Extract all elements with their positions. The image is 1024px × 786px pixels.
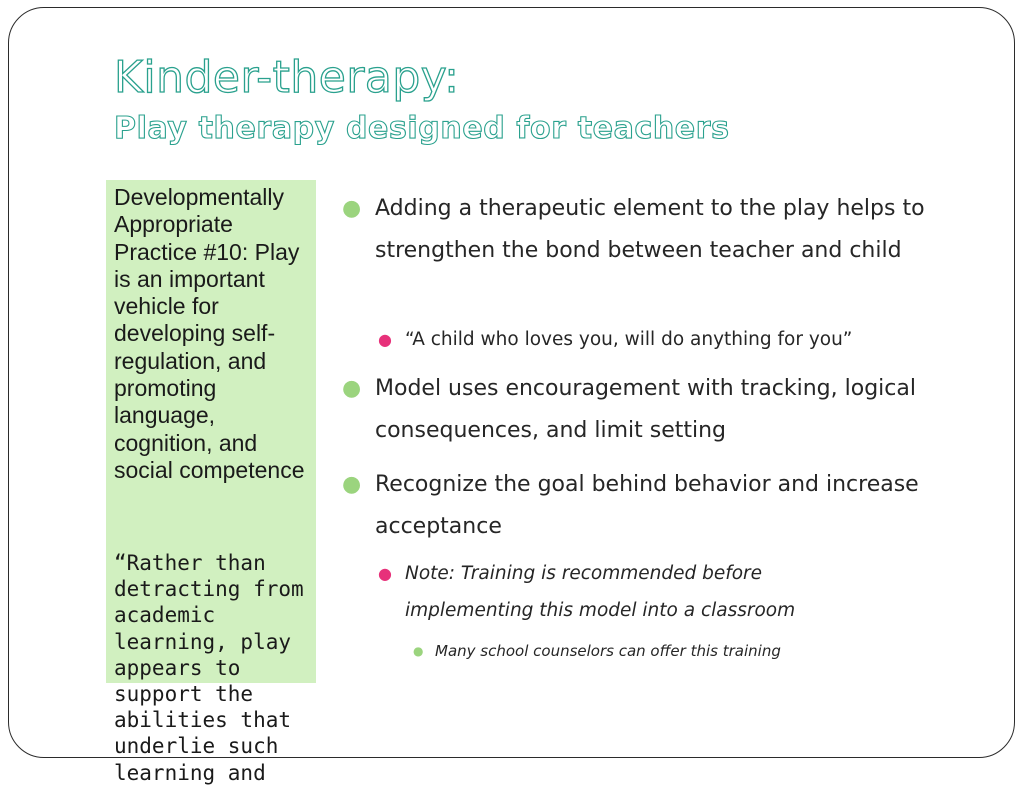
bullet-dot-icon: ● <box>378 330 392 349</box>
slide-subtitle: Play therapy designed for teachers <box>114 111 730 146</box>
bullet-text: Note: Training is recommended before implementing this model into a classroom <box>405 563 796 621</box>
bullet-text: “A child who loves you, will do anything for you” <box>405 329 853 350</box>
sidebar-quote: “Rather than detracting from academic learning, play appears to support the abilities that underlie such learning and <box>114 551 304 785</box>
slide-title: Kinder-therapy: <box>114 52 460 103</box>
bullet-text: Adding a therapeutic element to the play helps to strengthen the bond between teacher and child <box>375 196 925 263</box>
bullet-item <box>342 464 935 548</box>
bullet-item <box>413 639 955 663</box>
bullet-dot-icon: ● <box>342 472 362 497</box>
bullet-item <box>342 188 975 272</box>
bullet-text: Model uses encouragement with tracking, logical consequences, and limit setting <box>375 376 916 443</box>
bullet-text: Recognize the goal behind behavior and increase acceptance <box>375 472 919 539</box>
bullet-dot-icon: ● <box>342 196 362 221</box>
bullet-item <box>378 555 875 629</box>
bullet-text: Many school counselors can offer this training <box>435 642 781 660</box>
bullet-dot-icon: ● <box>413 644 424 658</box>
bullet-dot-icon: ● <box>378 564 392 583</box>
bullet-item <box>378 321 965 358</box>
bullet-dot-icon: ● <box>342 376 362 401</box>
sidebar-text: Developmentally Appropriate Practice #10: Play is an important vehicle for developing self-regulation, and promoting language, cognition, and social competence <box>114 184 305 483</box>
bullet-item <box>342 368 935 452</box>
